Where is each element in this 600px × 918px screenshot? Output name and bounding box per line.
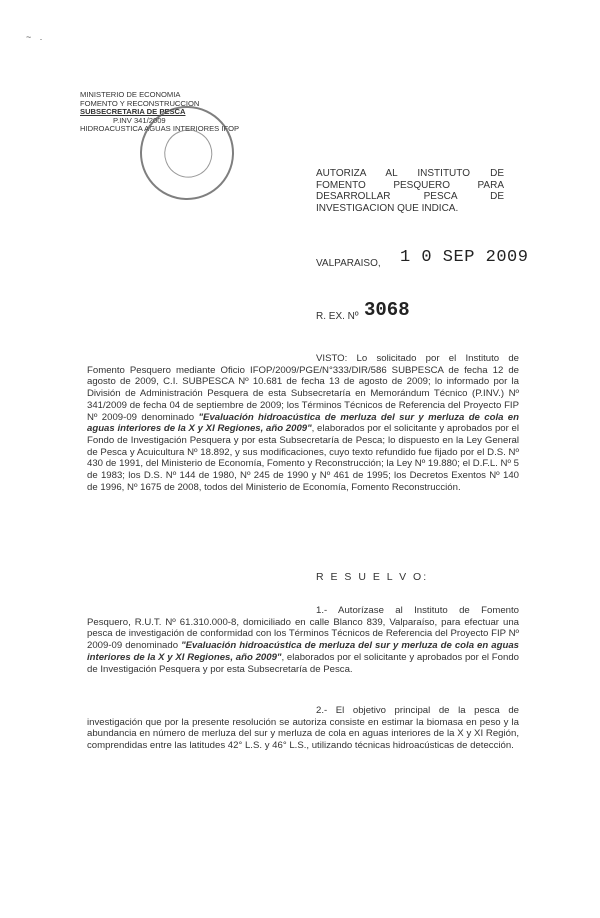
visto-text-2: , elaborados por el solicitante y aprobados por el Fondo de Investigación Pesquera y por esta Subsecretaría de Pesca; lo dispuesto en la Ley General de Pesca y Acuicultura Nº 18.892, y sus modificaciones, cuyo texto refundido fue fijado por el D.S. Nº 430 de 1991, del Ministerio de Economía, Fomento y Reconstrucción; la Ley Nº 19.880; el D.F.L. Nº 5 de 1983; los D.S. Nº 144 de 1980, Nº 245 de 1990 y Nº 461 de 1995; los Decretos Exentos Nº 140 de 1996, Nº 1675 de 2008, todos del Ministerio de Economía, Fomento Reconstrucción. [87, 423, 519, 493]
visto-text-1: Lo solicitado por el Instituto de Fomento Pesquero mediante Oficio IFOP/2009/PGE/N°333/DIR/586 SUBPESCA de fecha 12 de agosto de 2009, C.I. SUBPESCA Nº 10.681 de fecha 13 de agosto de 2009; lo informado por la División de Administración Pesquera de esta Subsecretaría en Memorándum Técnico (P.INV.) Nº 341/2009 de fecha 04 de septiembre de 2009; los Términos Técnicos de Referencia del Proyecto FIP Nº 2009-09 denominado [87, 353, 519, 423]
letterhead-project: HIDROACUSTICA AGUAS INTERIORES IFOP [80, 124, 240, 134]
visto-label: VISTO: [316, 353, 348, 364]
visto-project-title: "Evaluación hidroacústica de merluza del sur y merluza de cola en aguas interiores de la X y XI Regiones, año 2009" [87, 411, 519, 435]
article-1 [87, 605, 519, 675]
visto-paragraph [87, 353, 519, 493]
letterhead-ministry-2: FOMENTO Y RECONSTRUCCION [80, 98, 200, 108]
letterhead-reference: P.INV 341/2009 [113, 115, 166, 125]
scan-specks: ~ . [26, 32, 46, 42]
article-1-text-1: 1.- Autorízase al Instituto de Fomento Pesquero, R.U.T. Nº 61.310.000-8, domiciliado en calle Blanco 839, Valparaíso, para efectuar una pesca de investigación de conformidad con los Términos Técnicos de Referencia del Proyecto FIP Nº 2009-09 denominado [87, 605, 519, 652]
letterhead-ministry: MINISTERIO DE ECONOMIA [80, 90, 181, 99]
article-2: 2.- El objetivo principal de la pesca de investigación que por la presente resolución se autoriza consiste en estimar la biomasa en peso y la abundancia en número de merluza del sur y merluza de cola en aguas interiores de la X y XI Región, comprendidas entre las latitudes 42° L.S. y 46° L.S., utilizando técnicas hidroacústicas de detección. [87, 705, 519, 752]
resolution-number: 3068 [364, 299, 410, 321]
date-stamp: 1 0 SEP 2009 [400, 248, 529, 267]
resolution-label: R. EX. Nº [316, 311, 359, 322]
resolution-subject: AUTORIZA AL INSTITUTO DE FOMENTO PESQUERO PARA DESARROLLAR PESCA DE INVESTIGACION QUE INDICA. [316, 168, 504, 214]
article-1-project-title: "Evaluación hidroacústica de merluza del sur y merluza de cola en aguas interiores de la X y XI Regiones, año 2009" [87, 640, 519, 663]
seal-inner-ring [158, 123, 220, 185]
resuelvo-heading: R E S U E L V O: [316, 571, 429, 583]
place: VALPARAISO, [316, 258, 381, 269]
article-1-text-2: , elaborados por el solicitante y aprobados por el Fondo de Investigación Pesquera y por esta Subsecretaría de Pesca. [87, 651, 519, 675]
letterhead-subsecretaria: SUBSECRETARIA DE PESCA [80, 107, 186, 117]
